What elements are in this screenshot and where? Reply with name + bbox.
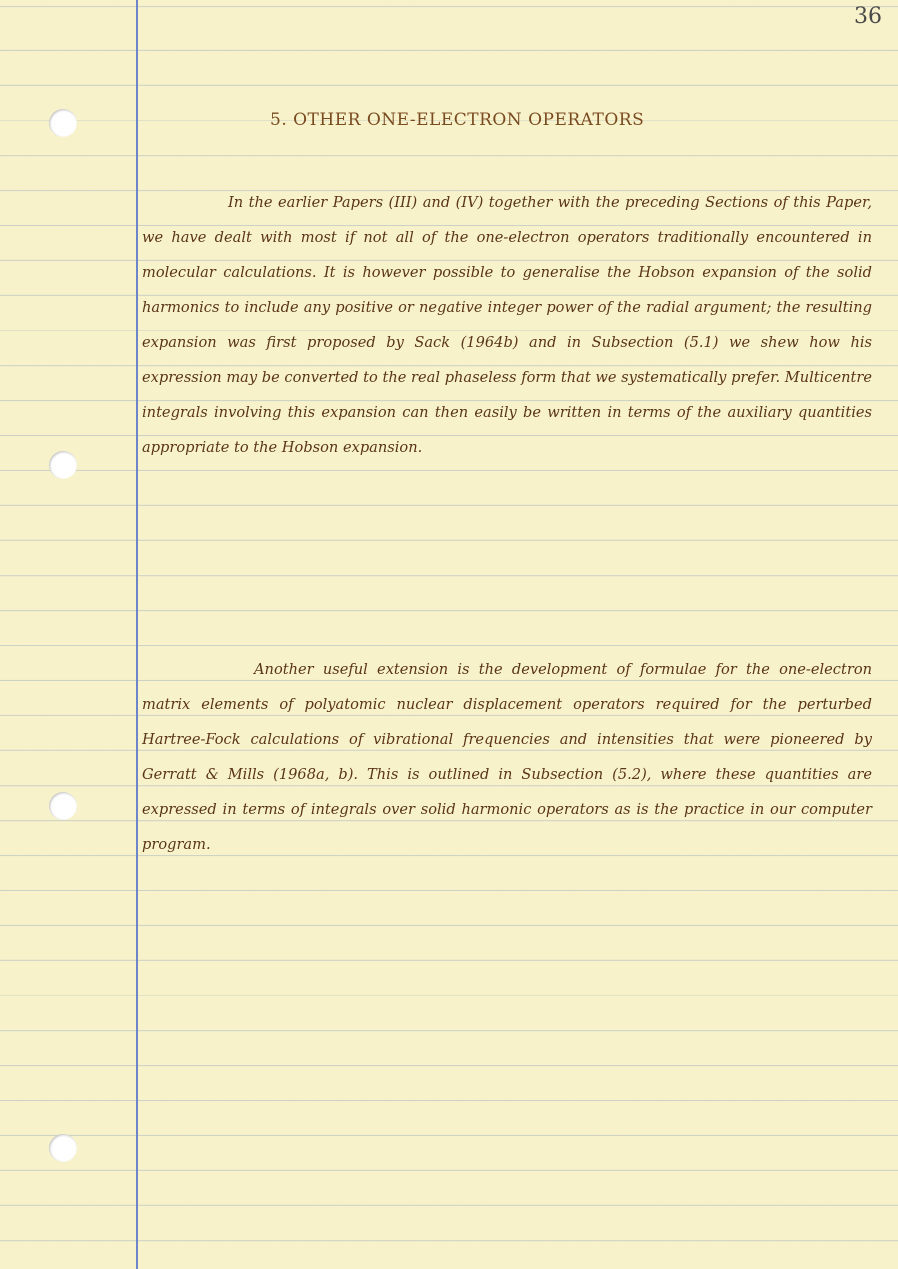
page-number: 36 xyxy=(854,4,882,29)
punch-hole xyxy=(49,451,77,479)
section-heading: 5. OTHER ONE-ELECTRON OPERATORS xyxy=(270,110,645,130)
punch-hole xyxy=(49,1134,77,1162)
paragraph: Another useful extension is the development of formulae for the one-electron matrix elements of polyatomic nuclear displacement operators required for the perturbed Hartree-Fock calculations of vibrational frequencies and intensities that were pioneered by Gerratt & Mills (1968a, b). This is outlined in Subsection (5.2), where these quantities are expressed in terms of integrals over solid harmonic operators as is the practice in our computer program. xyxy=(142,661,872,853)
punch-hole xyxy=(49,792,77,820)
punch-hole xyxy=(49,109,77,137)
margin-rule xyxy=(136,0,138,1269)
paragraph: In the earlier Papers (III) and (IV) together with the preceding Sections of this Paper, we have dealt with most if not all of the one-electron operators traditionally encountered in molecular calculations. It is however possible to generalise the Hobson expansion of the solid harmonics to include any positive or negative integer power of the radial argument; the resulting expansion was first proposed by Sack (1964b) and in Subsection (5.1) we shew how his expression may be converted to the real phaseless form that we systematically prefer. Multicentre integrals involving this expansion can then easily be written in terms of the auxiliary quantities appropriate to the Hobson expansion. xyxy=(142,194,872,456)
